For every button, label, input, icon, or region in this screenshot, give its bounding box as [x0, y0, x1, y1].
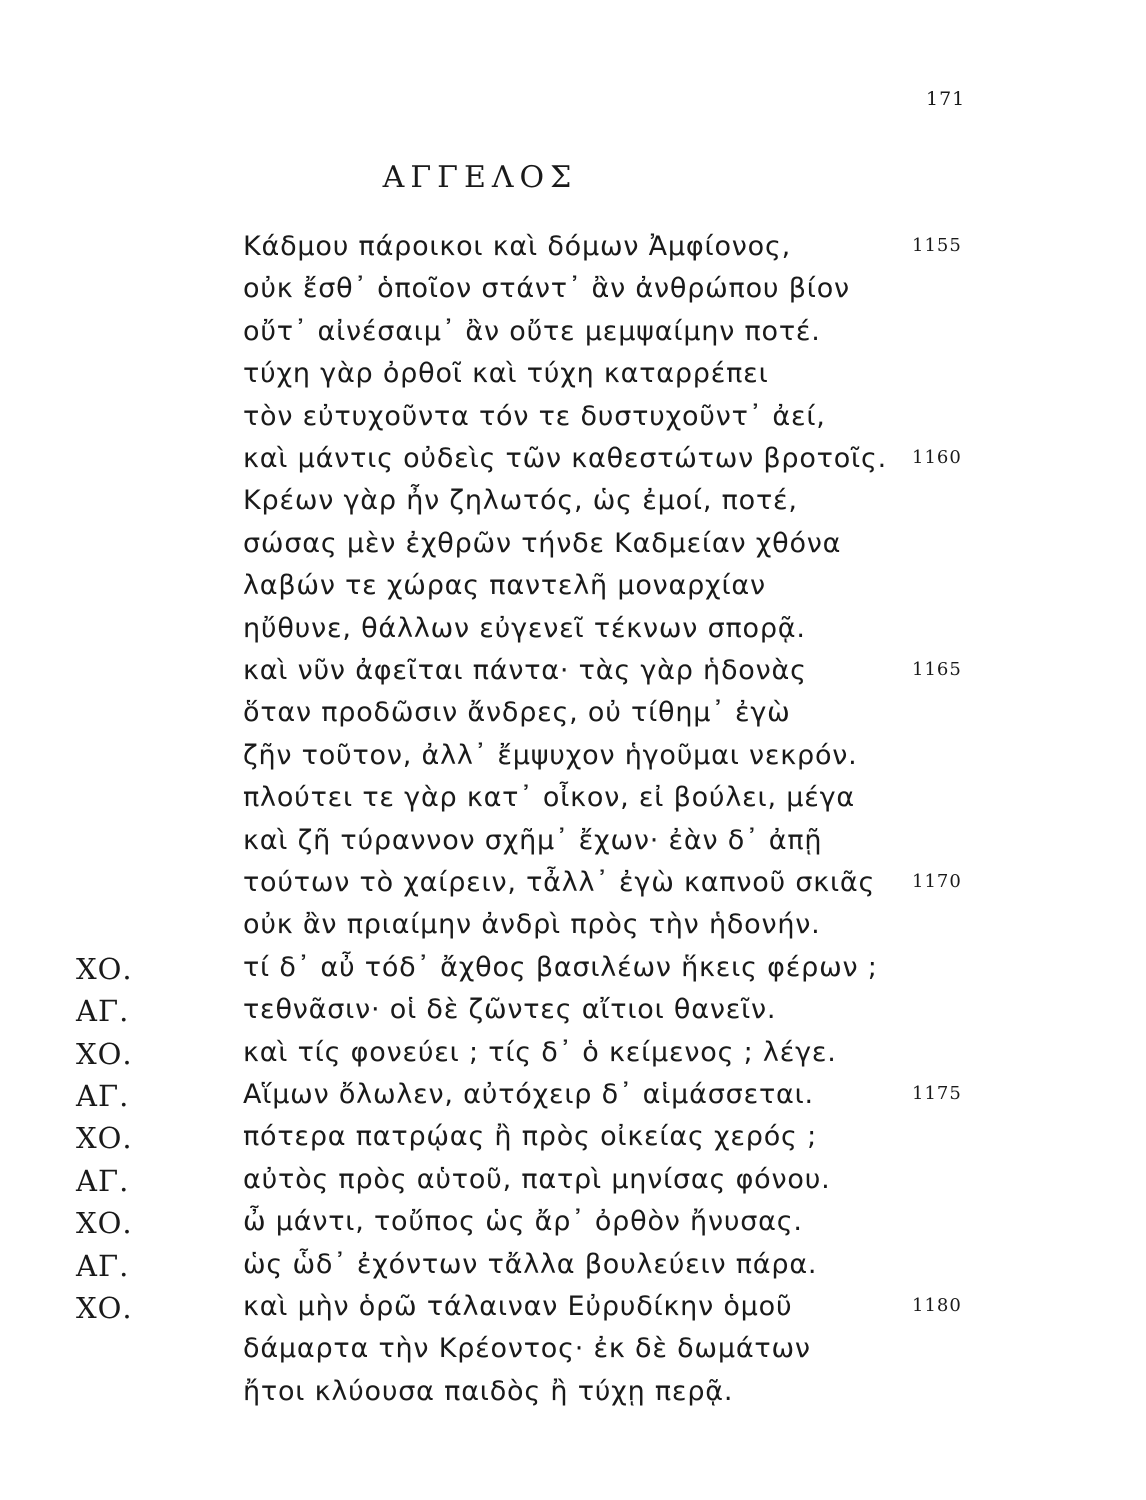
verse-text: τί δ᾽ αὖ τόδ᾽ ἄχθος βασιλέων ἥκεις φέρων ;	[243, 951, 878, 983]
verse-text: οὐκ ἔσθ᾽ ὁποῖον στάντ᾽ ἂν ἀνθρώπου βίον	[243, 273, 850, 305]
verse-text: ὡς ὧδ᾽ ἐχόντων τἄλλα βουλεύειν πάρα.	[243, 1248, 818, 1280]
verse-text: αὐτὸς πρὸς αὑτοῦ, πατρὶ μηνίσας φόνου.	[243, 1163, 831, 1195]
verse-text: τὸν εὐτυχοῦντα τόν τε δυστυχοῦντ᾽ ἀεί,	[243, 400, 826, 432]
verse-text: καὶ νῦν ἀφεῖται πάντα· τὰς γὰρ ἡδονὰς	[243, 655, 807, 686]
verse-line	[0, 952, 1146, 994]
line-number: 1170	[912, 871, 962, 892]
page-number: 171	[926, 88, 966, 110]
speaker-label: ΑΓ.	[76, 1248, 130, 1283]
verse-line	[0, 1079, 1146, 1121]
verse-text: ηὔθυνε, θάλλων εὐγενεῖ τέκνων σπορᾷ.	[243, 612, 806, 644]
verse-text: οὐκ ἂν πριαίμην ἀνδρὶ πρὸς τὴν ἡδονήν.	[243, 909, 821, 941]
verse-line	[0, 1206, 1146, 1248]
section-heading: ΑΓΓΕΛΟΣ	[382, 160, 578, 195]
line-number: 1180	[912, 1295, 962, 1316]
verse-line	[0, 358, 1146, 400]
verse-text: τεθνᾶσιν· οἱ δὲ ζῶντες αἴτιοι θανεῖν.	[243, 994, 777, 1026]
verse-text: λαβών τε χώρας παντελῆ μοναρχίαν	[243, 570, 766, 602]
verse-text: πότερα πατρῴας ἢ πρὸς οἰκείας χερός ;	[243, 1121, 817, 1153]
verse-text: ὦ μάντι, τοὔπος ὡς ἄρ᾽ ὀρθὸν ἤνυσας.	[243, 1206, 803, 1238]
line-number: 1155	[912, 235, 962, 256]
verse-text: καὶ μάντις οὐδεὶς τῶν καθεστώτων βροτοῖς.	[243, 443, 888, 474]
verse-text: Κρέων γὰρ ἦν ζηλωτός, ὡς ἐμοί, ποτέ,	[243, 485, 798, 517]
verse-line	[0, 485, 1146, 527]
verse-line	[0, 1291, 1146, 1333]
verse-text: οὔτ᾽ αἰνέσαιμ᾽ ἂν οὔτε μεμψαίμην ποτέ.	[243, 315, 821, 347]
verse-text: πλούτει τε γὰρ κατ᾽ οἶκον, εἰ βούλει, μέγα	[243, 782, 855, 814]
verse-text: καὶ ζῆ τύραννον σχῆμ᾽ ἔχων· ἐὰν δ᾽ ἀπῇ	[243, 824, 823, 856]
speaker-label: ΑΓ.	[76, 1163, 130, 1198]
line-number: 1175	[912, 1083, 962, 1104]
verse-text: ὅταν προδῶσιν ἄνδρες, οὐ τίθημ᾽ ἐγὼ	[243, 697, 791, 729]
verse-line	[0, 1164, 1146, 1206]
verse-line	[0, 613, 1146, 655]
verse-line	[0, 443, 1146, 485]
verse-text: καὶ μὴν ὁρῶ τάλαιναν Εὐρυδίκην ὁμοῦ	[243, 1291, 793, 1322]
verse-line	[0, 316, 1146, 358]
verse-line	[0, 273, 1146, 315]
verse-line	[0, 401, 1146, 443]
verse-line	[0, 528, 1146, 570]
verse-text: Αἵμων ὄλωλεν, αὐτόχειρ δ᾽ αἱμάσσεται.	[243, 1079, 814, 1110]
verse-text: ἤτοι κλύουσα παιδὸς ἢ τύχῃ περᾷ.	[243, 1375, 734, 1407]
verse-line	[0, 909, 1146, 951]
verse-line	[0, 825, 1146, 867]
verse-line	[0, 1249, 1146, 1291]
speaker-label: ΑΓ.	[76, 1079, 130, 1113]
verse-line	[0, 1333, 1146, 1375]
speaker-label: ΧΟ.	[76, 1291, 133, 1325]
verse-line	[0, 231, 1146, 273]
verse-line	[0, 1376, 1146, 1418]
speaker-label: ΧΟ.	[76, 1036, 133, 1071]
verse-line	[0, 1037, 1146, 1079]
line-number: 1160	[912, 447, 962, 468]
speaker-label: ΧΟ.	[76, 1121, 133, 1156]
verse-text: Κάδμου πάροικοι καὶ δόμων Ἀμφίονος,	[243, 231, 791, 262]
verse-line	[0, 782, 1146, 824]
line-number: 1165	[912, 659, 962, 680]
verse-text: σώσας μὲν ἐχθρῶν τήνδε Καδμείαν χθόνα	[243, 527, 842, 559]
speaker-label: ΧΟ.	[76, 1206, 133, 1241]
verse-line	[0, 867, 1146, 909]
verse-text: τούτων τὸ χαίρειν, τἆλλ᾽ ἐγὼ καπνοῦ σκιᾶς	[243, 867, 876, 898]
verse-text: δάμαρτα τὴν Κρέοντος· ἐκ δὲ δωμάτων	[243, 1333, 811, 1365]
verse-line	[0, 994, 1146, 1036]
speaker-label: ΑΓ.	[76, 994, 130, 1029]
verse-line	[0, 1121, 1146, 1163]
speaker-label: ΧΟ.	[76, 951, 133, 986]
verse-line	[0, 570, 1146, 612]
verse-text: τύχη γὰρ ὀρθοῖ καὶ τύχη καταρρέπει	[243, 358, 769, 390]
verse-line	[0, 740, 1146, 782]
verse-line	[0, 655, 1146, 697]
verse-text: καὶ τίς φονεύει ; τίς δ᾽ ὁ κείμενος ; λέγε.	[243, 1036, 837, 1068]
verse-line	[0, 697, 1146, 739]
verse-text: ζῆν τοῦτον, ἀλλ᾽ ἔμψυχον ἡγοῦμαι νεκρόν.	[243, 739, 858, 771]
